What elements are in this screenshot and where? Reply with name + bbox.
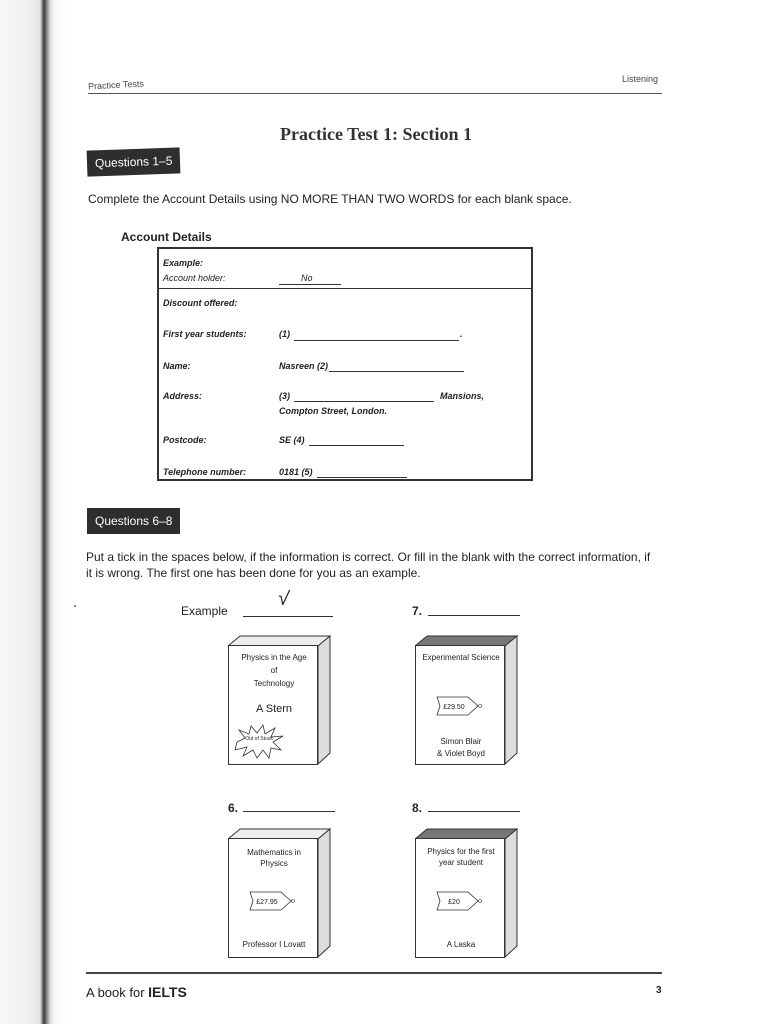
answer-2-prefix: Nasreen (2) — [279, 361, 329, 371]
tick-mark: √ — [276, 587, 291, 611]
answer-3-suffix: Mansions, — [440, 391, 485, 401]
book-side — [317, 635, 331, 765]
address-line2: Compton Street, London. — [279, 406, 387, 416]
book-author: A Stern — [255, 703, 293, 715]
book-side — [504, 828, 518, 958]
answer-2-blank[interactable] — [329, 371, 464, 372]
price: £20 — [448, 899, 460, 906]
example-answer-line — [279, 284, 341, 285]
questions-6-8-badge: Questions 6–8 — [87, 508, 180, 534]
running-header-left: Practice Tests — [87, 78, 145, 92]
answer-1-suffix: . — [460, 329, 463, 339]
price: £27.95 — [256, 899, 278, 906]
footer-brand-name: IELTS — [148, 984, 187, 1000]
book-title-line2: of — [270, 666, 278, 675]
answer-5-prefix: 0181 (5) — [279, 467, 313, 477]
question-8-number: 8. — [412, 801, 423, 815]
footer-brand — [86, 984, 187, 1000]
book-title-line1: Physics in the Age — [241, 653, 307, 662]
first-year-label: First year students: — [163, 329, 247, 339]
page-number: 3 — [656, 985, 662, 996]
book-question-7 — [415, 635, 518, 765]
book-author: Professor I Lovatt — [242, 940, 306, 949]
answer-5-blank[interactable] — [317, 477, 407, 478]
account-details-heading: Account Details — [121, 230, 212, 244]
book-author: A Laska — [446, 940, 476, 949]
footer-prefix: A book for — [86, 985, 145, 1000]
book-title: Experimental Science — [422, 653, 500, 662]
book-side — [504, 635, 518, 765]
postcode-label: Postcode: — [163, 435, 207, 445]
book-spine-shadow — [0, 0, 68, 1024]
running-header-right: Listening — [622, 74, 659, 84]
book-side — [317, 828, 331, 958]
questions-1-5-instruction: Complete the Account Details using NO MORE THAN TWO WORDS for each blank space. — [88, 192, 572, 206]
header-rule — [88, 93, 662, 94]
book-question-6 — [228, 828, 331, 958]
out-of-stock-text: Out of Stock — [245, 736, 273, 742]
book-cover — [228, 645, 318, 765]
name-label: Name: — [163, 361, 191, 371]
account-holder-label: Account holder: — [163, 273, 226, 283]
example-label-6-8: Example — [181, 604, 228, 618]
price: £29.50 — [443, 704, 465, 711]
book-title: Mathematics in Physics — [247, 848, 301, 868]
book-title-line3: Technology — [253, 679, 295, 688]
example-answer: No — [301, 273, 313, 283]
account-details-form — [157, 247, 533, 481]
question-7-number: 7. — [412, 604, 423, 618]
form-divider — [159, 288, 531, 289]
margin-dot — [74, 605, 76, 607]
book-title: Physics for the first year student — [427, 847, 495, 867]
answer-4-blank[interactable] — [309, 445, 404, 446]
example-label: Example: — [163, 258, 204, 268]
answer-4-prefix: SE (4) — [279, 435, 305, 445]
question-6-number: 6. — [228, 801, 239, 815]
address-label: Address: — [163, 391, 203, 401]
answer-7-line[interactable] — [428, 615, 520, 616]
instruction-line-1: Put a tick in the spaces below, if the information is correct. Or fill in the blank with the correct information, if — [86, 550, 651, 564]
book-cover — [415, 838, 505, 958]
answer-3-blank[interactable] — [294, 401, 434, 402]
example-answer-line-6-8 — [243, 616, 333, 617]
page-title: Practice Test 1: Section 1 — [280, 124, 472, 144]
book-author-line1: Simon Blair — [440, 737, 482, 746]
out-of-stock-burst — [233, 724, 285, 760]
instruction-line-2: it is wrong. The first one has been done for you as an example. — [86, 566, 421, 580]
book-cover — [415, 645, 505, 765]
example-book — [228, 635, 331, 765]
footer-rule — [86, 972, 662, 974]
answer-3-prefix: (3) — [279, 391, 290, 401]
answer-1-prefix: (1) — [279, 329, 290, 339]
answer-8-line[interactable] — [428, 811, 520, 812]
book-cover — [228, 838, 318, 958]
questions-6-8-instruction — [86, 549, 676, 581]
answer-1-blank[interactable] — [294, 340, 459, 341]
answer-6-line[interactable] — [243, 811, 335, 812]
questions-1-5-badge: Questions 1–5 — [87, 147, 181, 176]
telephone-label: Telephone number: — [163, 467, 247, 477]
book-question-8 — [415, 828, 518, 958]
book-author-line2: & Violet Boyd — [437, 749, 485, 758]
discount-label: Discount offered: — [163, 298, 238, 308]
